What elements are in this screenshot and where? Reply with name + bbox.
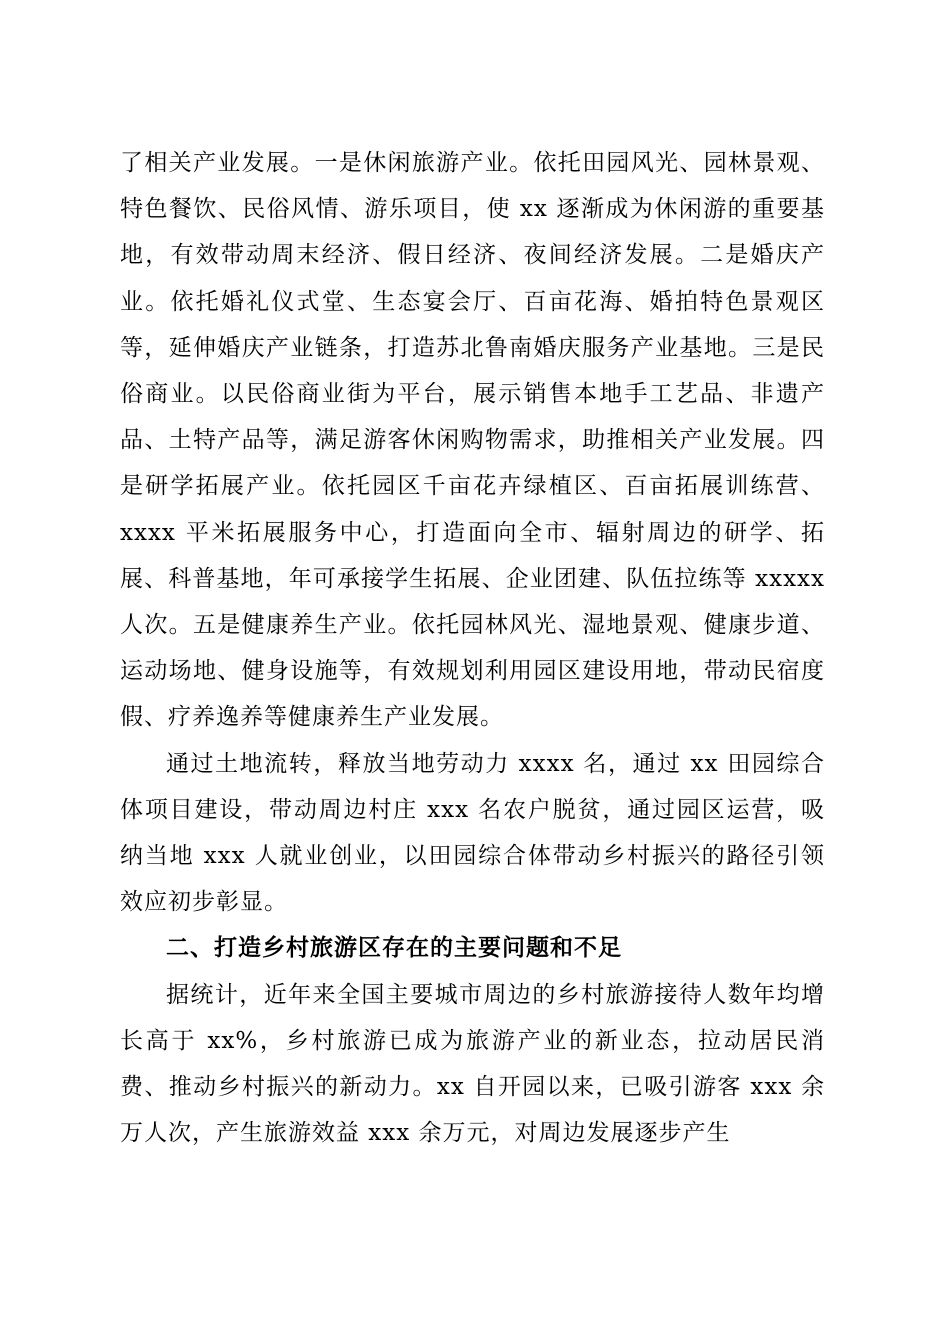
body-paragraph-statistics: 据统计，近年来全国主要城市周边的乡村旅游接待人数年均增长高于 xx%，乡村旅游已成为旅游产业的新业态，拉动居民消费、推动乡村振兴的新动力。xx 自开园以来，已吸引游客 xxx 余万人次，产生旅游效益 xxx 余万元，对周边发展逐步产生 <box>120 981 825 1147</box>
body-paragraph-land-transfer: 通过土地流转，释放当地劳动力 xxxx 名，通过 xx 田园综合体项目建设，带动周边村庄 xxx 名农户脱贫，通过园区运营，吸纳当地 xxx 人就业创业，以田园综合体带动乡村振兴的路径引领效应初步彰显。 <box>120 750 825 916</box>
document-body <box>120 140 825 1156</box>
body-paragraph-continuation: 了相关产业发展。一是休闲旅游产业。依托田园风光、园林景观、特色餐饮、民俗风情、游乐项目，使 xx 逐渐成为休闲游的重要基地，有效带动周末经济、假日经济、夜间经济发展。二是婚庆产业。依托婚礼仪式堂、生态宴会厅、百亩花海、婚拍特色景观区等，延伸婚庆产业链条，打造苏北鲁南婚庆服务产业基地。三是民俗商业。以民俗商业街为平台，展示销售本地手工艺品、非遗产品、土特产品等，满足游客休闲购物需求，助推相关产业发展。四是研学拓展产业。依托园区千亩花卉绿植区、百亩拓展训练营、xxxx 平米拓展服务中心，打造面向全市、辐射周边的研学、拓展、科普基地，年可承接学生拓展、企业团建、队伍拉练等 xxxxx 人次。五是健康养生产业。依托园林风光、湿地景观、健康步道、运动场地、健身设施等，有效规划利用园区建设用地，带动民宿度假、疗养逸养等健康养生产业发展。 <box>120 150 825 731</box>
section-heading: 二、打造乡村旅游区存在的主要问题和不足 <box>166 935 622 962</box>
